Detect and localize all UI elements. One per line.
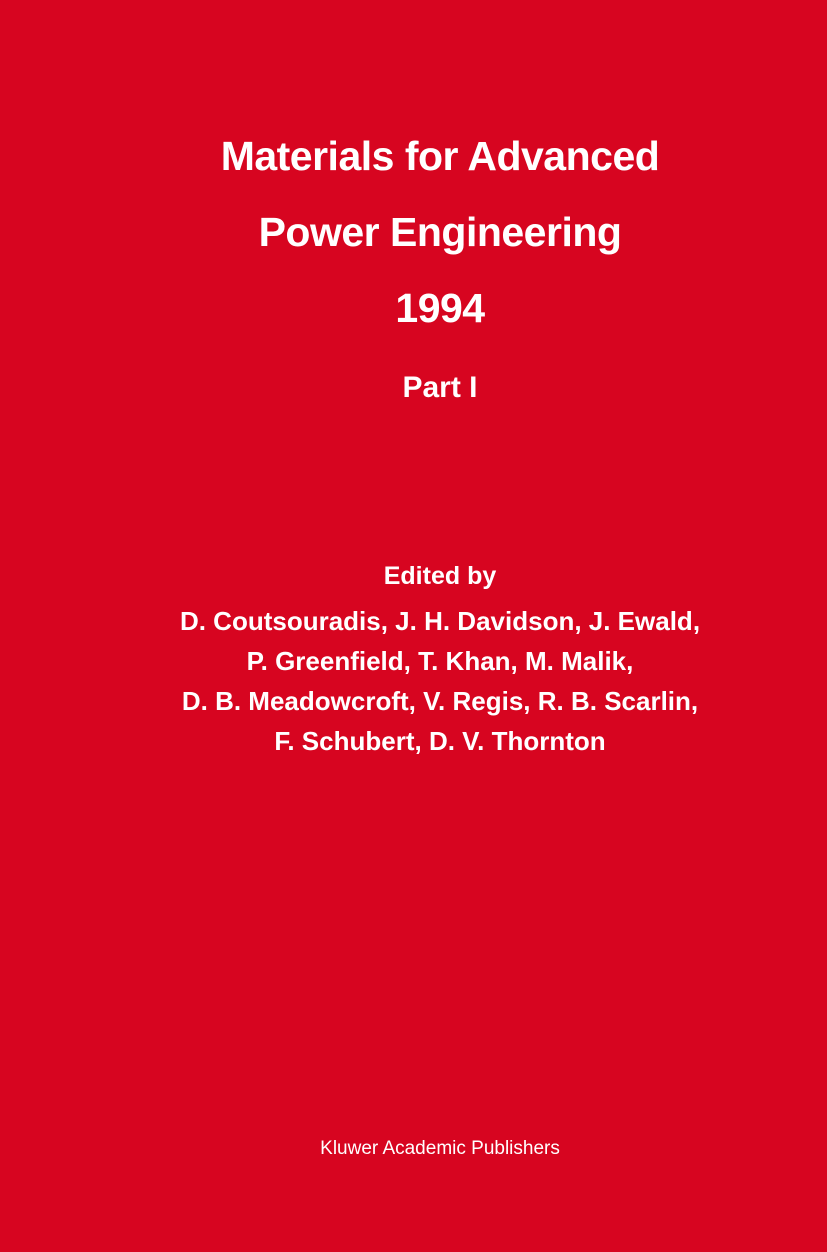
part-label: Part I [402,371,478,404]
editor-line-2: P. Greenfield, T. Khan, M. Malik, [246,646,634,676]
title-line-1: Materials for Advanced [220,133,660,179]
editors-block [120,556,760,761]
title-line-2: Power Engineering [258,209,622,255]
book-title [150,118,730,346]
editor-line-1: D. Coutsouradis, J. H. Davidson, J. Ewald, [179,606,701,636]
editor-line-3: D. B. Meadowcroft, V. Regis, R. B. Scarlin, [181,686,699,716]
edited-by-label: Edited by [383,562,497,590]
editor-line-4: F. Schubert, D. V. Thornton [274,726,606,756]
publisher-name: Kluwer Academic Publishers [320,1138,560,1159]
title-year: 1994 [395,285,485,331]
